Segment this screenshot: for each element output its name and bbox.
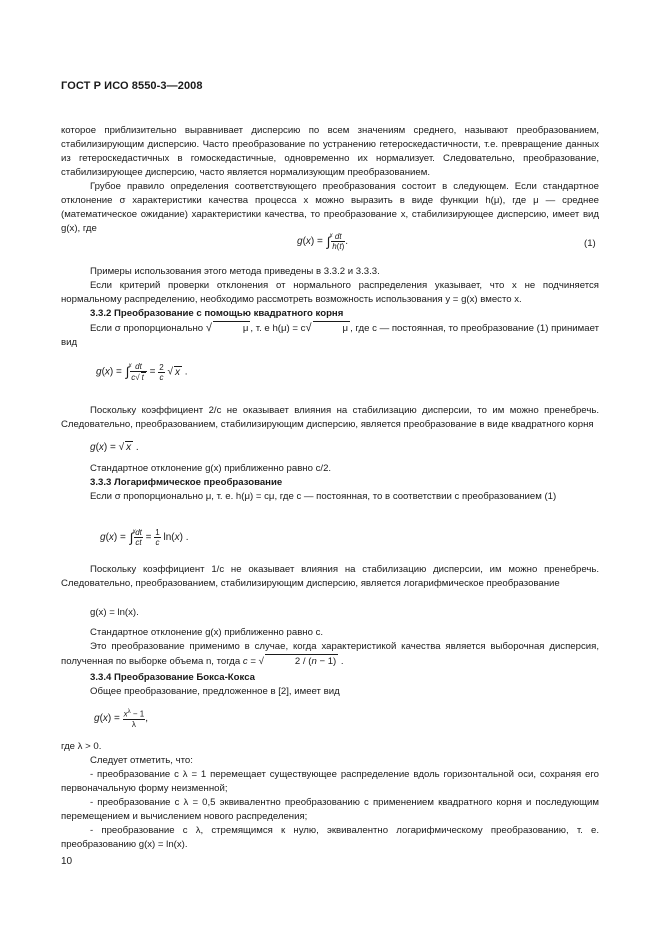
paragraph-sqrt-coefficient: Поскольку коэффициент 2/c не оказывает влияния на стабилизацию дисперсии, то им можно пренебречь. Следовательно, преобразованием, стабилизирующим дисперсию, является преобразование в виде квадратного корня <box>61 405 599 430</box>
page-number: 10 <box>61 856 73 867</box>
paragraph-log-coefficient: Поскольку коэффициент 1/c не оказывает влияния на стабилизацию дисперсии, им можно пренебречь. Следовательно, преобразованием, стабилизирующим дисперсию, является логарифмическое преобразование <box>61 564 599 589</box>
heading-3-3-4: 3.3.4 Преобразование Бокса-Кокса <box>90 672 255 683</box>
equation-ln: g(x) = ln(x). <box>90 607 139 618</box>
paragraph-variance-stabilizing: которое приблизительно выравнивает дисперсию по всем значениям среднего, называют преобразованием, стабилизирующим дисперсию. Часто преобразование по устранению гетероскедастичности, т.е. превращение данных из гетероскедастичных в гомоскедастичные, одновременно их нормализует. Следовательно, преобразование, стабилизирующее дисперсию, часто является нормализующим преобразованием. <box>61 125 599 178</box>
paragraph-note-intro: Следует отметить, что: <box>90 755 193 766</box>
list-item-lambda-0-5: - преобразование с λ = 0,5 эквивалентно преобразованию с применением квадратного корня и последующим перемещением и вычислением нового распределения; <box>61 797 599 822</box>
paragraph-normality-check: Если критерий проверки отклонения от нормального распределения указывает, что x не подчиняется нормальному распределению, необходимо рассмотреть возможность использования y = g(x) вместо x. <box>61 280 599 305</box>
heading-3-3-2: 3.3.2 Преобразование с помощью квадратного корня <box>90 308 344 319</box>
paragraph-log-condition: Если σ пропорционально μ, т. е. h(μ) = cμ, где c — постоянная, то в соответствии с преобразованием (1) <box>90 491 557 502</box>
paragraph-sample-variance: Это преобразование применимо в случае, когда характеристикой качества является выборочная дисперсия, полученная по выборке объема n, тогда c = √ 2 / (n − 1) . <box>61 641 599 667</box>
list-item-lambda-zero: - преобразование с λ, стремящимся к нулю, эквивалентно логарифмическому преобразованию, т. е. преобразованию g(x) = ln(x). <box>61 825 599 850</box>
equation-1: g(x) = ∫ x $\frac{dt}{h(t)}$ . <box>297 232 349 251</box>
paragraph-rough-rule: Грубое правило определения соответствующего преобразования состоит в следующем. Если стандартное отклонение σ характеристики качества процесса x можно выразить в виде функции h(μ), где μ — среднее (математическое ожидание) характеристики качества, то преобразование x, стабилизирующее дисперсию, имеет вид g(x), где <box>61 181 599 234</box>
equation-box-cox: g(x) = $\frac{x^\lambda - 1}{\lambda}$ , <box>94 709 148 729</box>
heading-3-3-3: 3.3.3 Логарифмическое преобразование <box>90 477 283 488</box>
document-header: ГОСТ Р ИСО 8550-3—2008 <box>61 80 203 92</box>
equation-sqrt-transform: g(x) = ∫ x $\frac{dt}{c√ t}$ = $\frac{2}{c}$ √ x . <box>96 362 188 382</box>
paragraph-log-stddev: Стандартное отклонение g(x) приближенно равно c. <box>90 627 324 638</box>
equation-log-transform: g(x) = ∫ x $\frac{dt}{ct}$ = $\frac{1}{c}$ ln(x) . <box>100 528 189 547</box>
equation-sqrt-simple: g(x) = √ x . <box>90 442 139 453</box>
paragraph-examples: Примеры использования этого метода приведены в 3.3.2 и 3.3.3. <box>90 266 380 277</box>
paragraph-lambda-condition: где λ > 0. <box>61 741 102 752</box>
paragraph-box-cox-intro: Общее преобразование, предложенное в [2], имеет вид <box>90 686 340 697</box>
equation-1-number: (1) <box>584 238 596 249</box>
paragraph-sqrt-condition: Если σ пропорционально √ μ , т. е h(μ) = c√ μ , где c — постоянная, то преобразование (1) принимает вид <box>61 322 599 348</box>
paragraph-sqrt-stddev: Стандартное отклонение g(x) приближенно равно c/2. <box>90 463 332 474</box>
list-item-lambda-1: - преобразование с λ = 1 перемещает существующее распределение вдоль горизонтальной оси, сохраняя его первоначальную форму неизменной; <box>61 769 599 794</box>
